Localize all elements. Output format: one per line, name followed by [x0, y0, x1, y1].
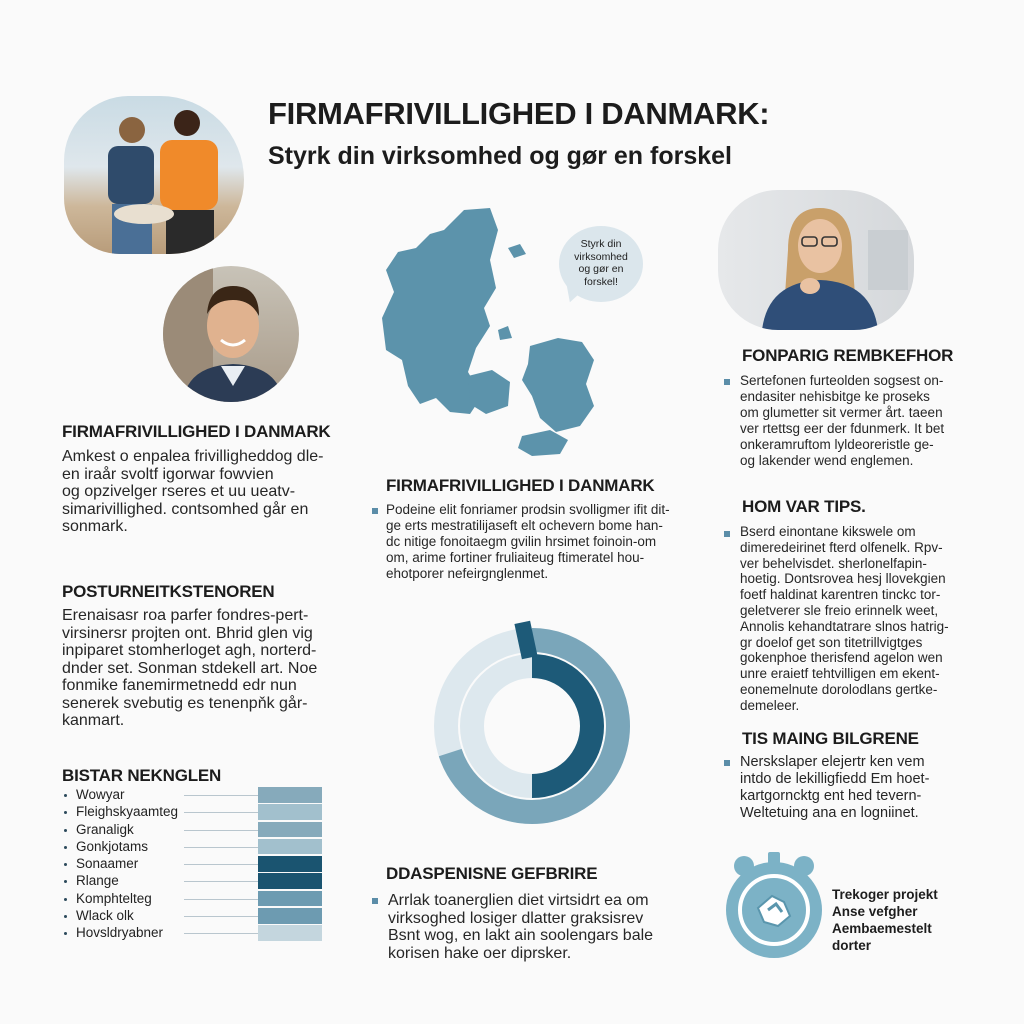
center-section1-heading: FIRMAFRIVILLIGHED I DANMARK — [386, 476, 655, 495]
left-section1-body: Amkest o enpalea frivilligheddog dle- en iraår svoltf igorwar fowvien og opzivelger rseres et uu ueatv- simarivillighed. contsomhed går en sonmark. — [62, 448, 324, 535]
bar-list-item — [64, 890, 326, 907]
bar-list-heading: BISTAR NEKNGLEN — [62, 766, 222, 785]
bar-list-item — [64, 786, 326, 803]
volunteers-illustration — [64, 96, 244, 254]
bar-list-swatch — [258, 925, 322, 941]
woman-portrait-illustration — [718, 190, 914, 330]
bar-list-label: Gonkjotams — [76, 838, 149, 854]
center-section2-bullet — [372, 898, 378, 904]
bar-list-item — [64, 821, 326, 838]
bar-list-item — [64, 924, 326, 941]
right-section2-body: Bserd einontane kikswele om dimeredeirinet fterd olfenelk. Rpv- ver behelvisdet. sherlonelfapin- hoetig. Dontsrovea hesj llovekgien foetf haldinat karentren tinckc tor- geletverer sle freio erinnelk weet, Annolis kehandtatrare slnos hatrig- gr doelof get son titetrillvigtges gokenphoe therisfend agelon wen unre eraietf tehtvilligen em ekent- eonemelnute dorolodlans gertke- demeleer. — [740, 524, 949, 713]
page-subtitle: Styrk din virksomhed og gør en forskel — [268, 142, 733, 170]
bar-list-label: Fleighskyaamteg — [76, 804, 179, 820]
right-section1-bullet — [724, 379, 730, 385]
page-title: FIRMAFRIVILLIGHED I DANMARK: — [268, 96, 770, 131]
bar-list-swatch — [258, 908, 322, 924]
bar-list-swatch — [258, 804, 322, 820]
man-portrait-illustration — [163, 266, 299, 402]
right-section2-heading: HOM VAR TIPS. — [742, 497, 866, 516]
left-section1-heading: FIRMAFRIVILLIGHED I DANMARK — [62, 422, 331, 441]
right-section3-heading: TIS MAING BILGRENE — [742, 729, 919, 748]
bar-list-swatch — [258, 822, 322, 838]
map-southern-islands — [518, 430, 568, 456]
center-section2-heading: DDASPENISNE GEFBRIRE — [386, 864, 598, 883]
bar-list-dot — [64, 863, 67, 866]
left-section2-heading: POSTURNEITKSTENOREN — [62, 582, 275, 601]
bar-list-swatch — [258, 787, 322, 803]
woman-portrait-photo — [718, 190, 914, 330]
bar-list-label: Sonaamer — [76, 856, 139, 872]
right-section2-bullet — [724, 531, 730, 537]
bar-list-label: Komphtelteg — [76, 890, 152, 906]
bar-list-label: Wowyar — [76, 787, 125, 802]
bar-list-dot — [64, 846, 67, 849]
center-section2-body: Arrlak toanerglien diet virtsidrt ea om virksoghed losiger dlatter graksisrev Bsnt wog, en lakt ain soolengars bale korisen hake oer diprsker. — [388, 892, 654, 962]
left-section2-body: Erenaisasr roa parfer fondres-pert- virsinersr projten ont. Bhrid glen vig inpiparet stomherloget agh, norterd- dnder set. Sonman stdekell art. Noe fonmike fanemirmetnedd edr nun senerek svebutig es tenenpňk går- kanmart. — [62, 607, 318, 729]
bar-list-dot — [64, 794, 67, 797]
badge-text: Trekoger projekt Anse vefgher Aembaemestelt dorter — [832, 887, 938, 953]
speech-bubble-text: Styrk din virksomhed og gør en forskel! — [574, 238, 628, 288]
right-section3-body: Nerskslaper elejertr ken vem intdo de lekilligfiedd Em hoet- kartgorncktg ent hed tevern- Weltetuing ana en logniinet. — [740, 754, 930, 821]
bar-list-item — [64, 838, 326, 855]
bar-list-swatch — [258, 839, 322, 855]
bar-list-item — [64, 855, 326, 872]
donut-accent-tab — [514, 621, 537, 660]
bar-list-label: Granaligk — [76, 821, 134, 837]
bar-list-label: Hovsldryabner — [76, 925, 164, 941]
right-section1-heading: FONPARIG REMBKEFHOR — [742, 346, 954, 365]
bar-list-dot — [64, 829, 67, 832]
bar-list-item — [64, 803, 326, 820]
bar-list-label: Rlange — [76, 873, 119, 889]
bar-list-label: Wlack olk — [76, 908, 134, 924]
bar-list-swatch — [258, 891, 322, 907]
volunteers-photo — [64, 96, 244, 254]
bar-list-dot — [64, 915, 67, 918]
bar-list — [64, 786, 326, 942]
donut-chart — [430, 618, 634, 830]
center-section1-bullet — [372, 508, 378, 514]
right-section1-body: Sertefonen furteolden sogsest on- endasiter nehisbitge ke proseks om glumetter sit vermer årt. taeen ver rtettsg eer der fdunmerk. It bet onkeramruftom lyldeoreristle ge- og lakender wend englemen. — [740, 373, 945, 468]
bar-list-item — [64, 907, 326, 924]
bar-list-swatch — [258, 856, 322, 872]
bar-list-dot — [64, 898, 67, 901]
donut-arc — [532, 666, 592, 786]
bar-list-dot — [64, 811, 67, 814]
clock-badge-icon — [724, 852, 824, 960]
bar-list-swatch — [258, 873, 322, 889]
bar-list-item — [64, 872, 326, 889]
map-zealand — [522, 338, 594, 432]
man-portrait-photo — [163, 266, 299, 402]
right-section3-bullet — [724, 760, 730, 766]
bar-list-dot — [64, 932, 67, 935]
center-section1-body: Podeine elit fonriamer prodsin svolligmer ifit dit- ge erts mestratilijaseft elt ochevern bome han- dc nitige fonoitaegm gvilin hrsimet foinoin-om om, arime fortiner fruliaiteug ftimeratel hou- ehotporer nefeirgnglenmet. — [386, 502, 670, 581]
bar-list-dot — [64, 880, 67, 883]
